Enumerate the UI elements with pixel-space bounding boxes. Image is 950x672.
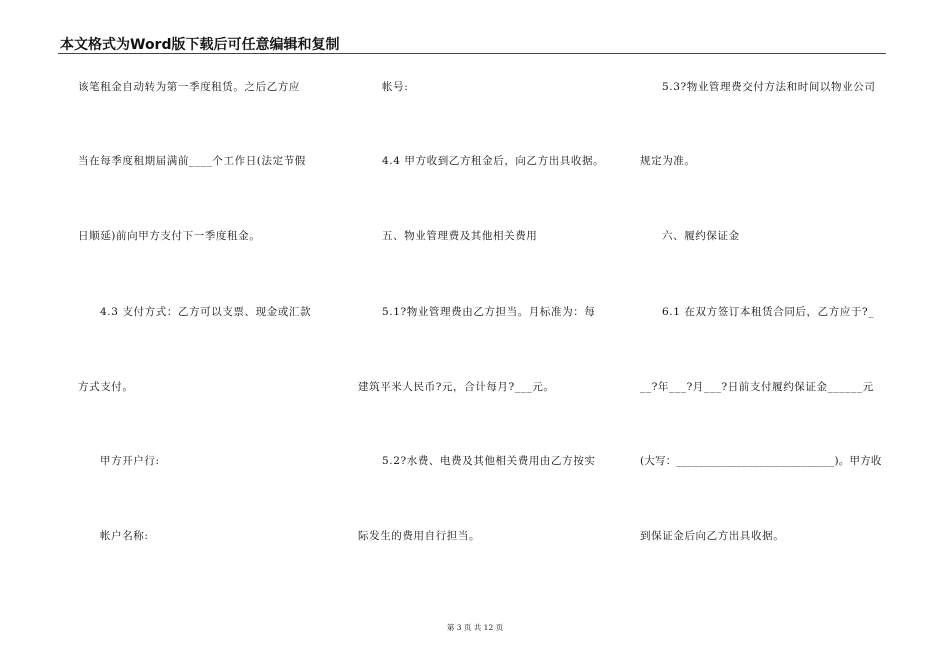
left-line-6: 甲方开户行: <box>100 455 160 467</box>
middle-line-1: 帐号: <box>382 81 409 93</box>
right-line-4: 6.1 在双方签订本租赁合同后，乙方应于?_ <box>662 306 875 318</box>
left-line-2: 当在每季度租期届满前____个工作日(法定节假 <box>78 155 306 167</box>
right-line-7: 到保证金后向乙方出具收据。 <box>640 530 785 542</box>
right-line-1: 5.3?物业管理费交付方法和时间以物业公司 <box>662 81 876 93</box>
middle-line-4: 5.1?物业管理费由乙方担当。月标准为：每 <box>382 306 596 318</box>
left-line-5: 方式支付。 <box>78 381 134 393</box>
middle-line-3: 五、物业管理费及其他相关费用 <box>382 230 538 242</box>
left-line-4: 4.3 支付方式：乙方可以支票、现金或汇款 <box>100 306 312 318</box>
middle-line-5: 建筑平米人民币?元，合计每月?___元。 <box>358 381 555 393</box>
right-line-2: 规定为准。 <box>640 155 696 167</box>
middle-line-7: 际发生的费用自行担当。 <box>358 530 481 542</box>
right-line-6: (大写：_____________________________)。甲方收 <box>640 455 882 467</box>
page-number: 第 3 页 共 12 页 <box>446 623 504 632</box>
left-line-7: 帐户名称: <box>100 530 149 542</box>
right-line-3: 六、履约保证金 <box>662 230 740 242</box>
right-line-5: __?年___?月___?日前支付履约保证金______元 <box>640 381 874 393</box>
left-line-3: 日顺延)前向甲方支付下一季度租金。 <box>78 230 261 242</box>
middle-line-6: 5.2?水费、电费及其他相关费用由乙方按实 <box>382 455 596 467</box>
middle-line-2: 4.4 甲方收到乙方租金后，向乙方出具收据。 <box>382 155 605 167</box>
header-divider <box>58 53 886 54</box>
left-line-1: 该笔租金自动转为第一季度租赁。之后乙方应 <box>78 81 300 93</box>
document-header-title: 本文格式为Word版下载后可任意编辑和复制 <box>60 37 340 53</box>
